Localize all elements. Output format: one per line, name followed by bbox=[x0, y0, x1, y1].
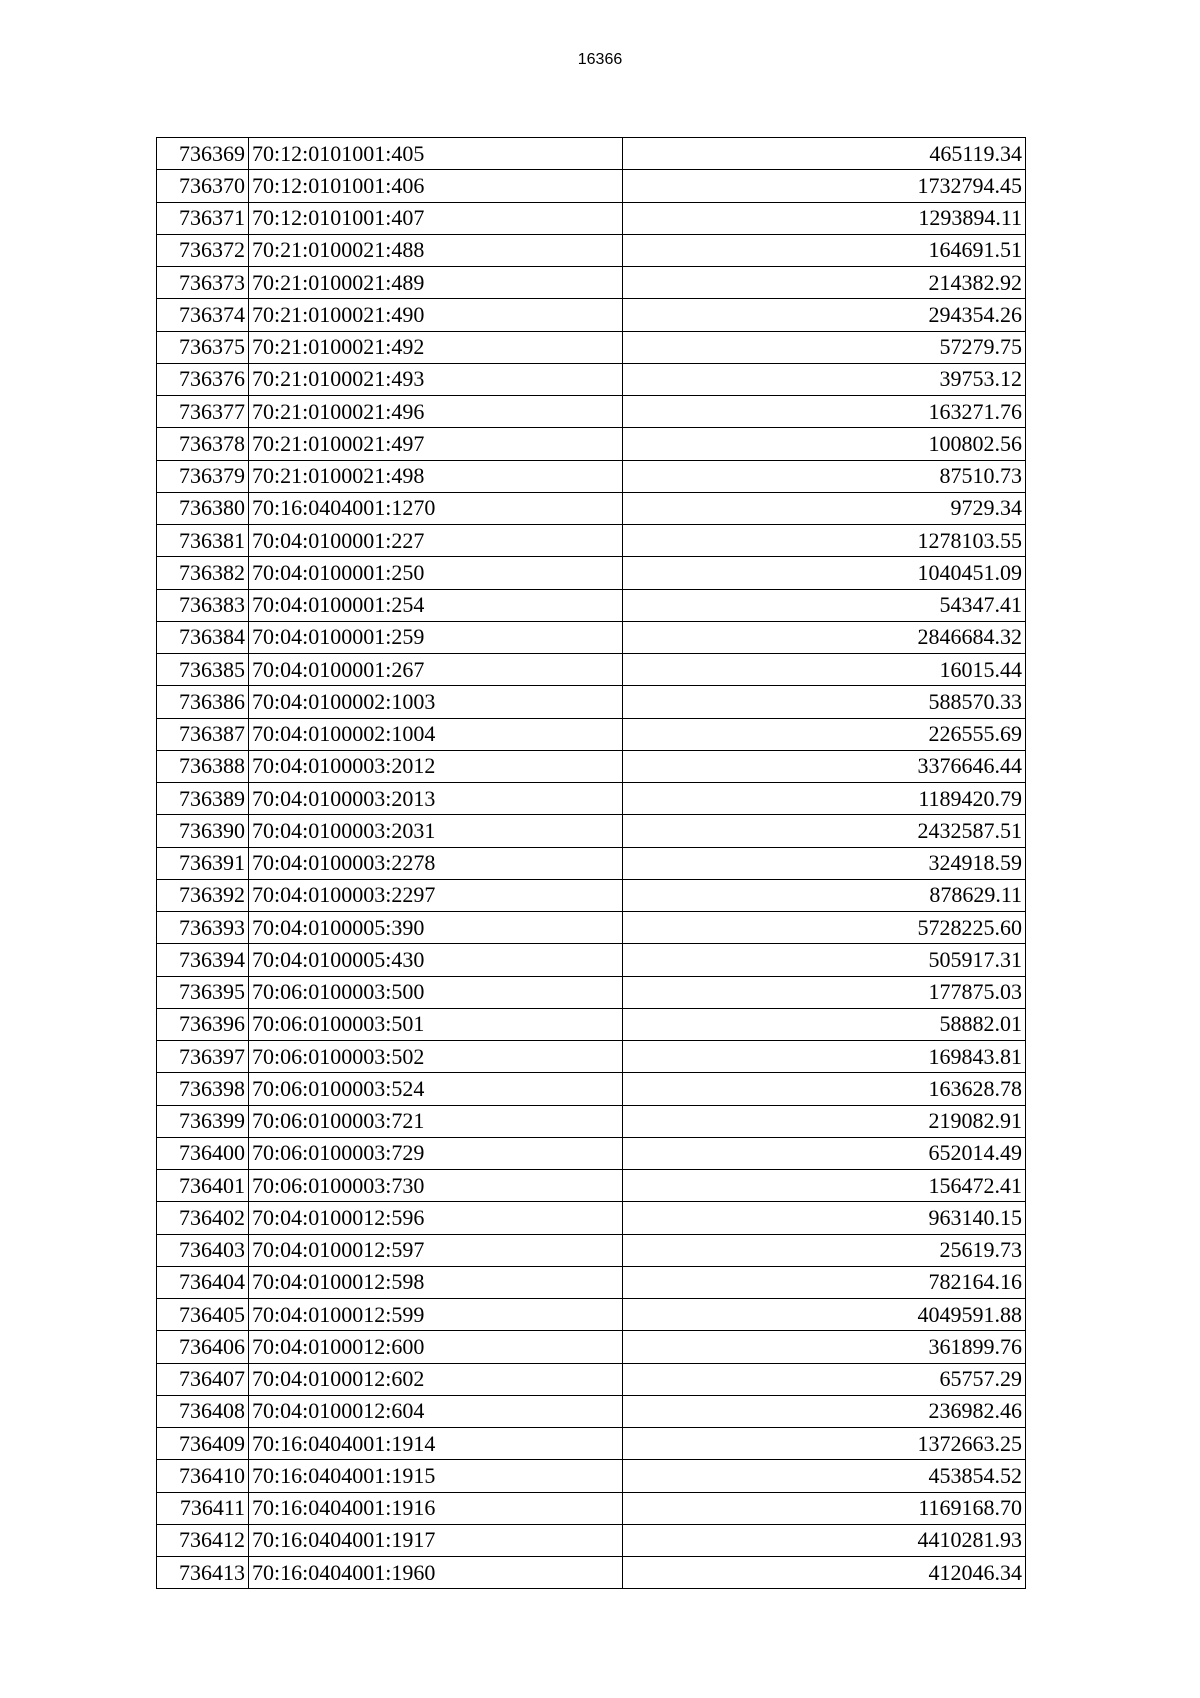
cadastral-number-cell: 70:16:0404001:1914 bbox=[249, 1428, 623, 1460]
row-number-cell: 736396 bbox=[157, 1008, 249, 1040]
row-number-cell: 736369 bbox=[157, 138, 249, 170]
table-row bbox=[157, 589, 1026, 621]
cadastral-number-cell: 70:12:0101001:405 bbox=[249, 138, 623, 170]
cadastral-number-cell: 70:21:0100021:496 bbox=[249, 396, 623, 428]
row-number-cell: 736389 bbox=[157, 783, 249, 815]
table-row bbox=[157, 1266, 1026, 1298]
table-row bbox=[157, 363, 1026, 395]
row-number-cell: 736400 bbox=[157, 1137, 249, 1169]
cadastral-number-cell: 70:21:0100021:492 bbox=[249, 331, 623, 363]
row-number-cell: 736398 bbox=[157, 1073, 249, 1105]
cadastral-value-cell: 878629.11 bbox=[623, 879, 1026, 911]
table-row bbox=[157, 234, 1026, 266]
cadastral-number-cell: 70:04:0100003:2012 bbox=[249, 750, 623, 782]
row-number-cell: 736385 bbox=[157, 654, 249, 686]
cadastral-value-cell: 25619.73 bbox=[623, 1234, 1026, 1266]
cadastral-number-cell: 70:04:0100012:604 bbox=[249, 1395, 623, 1427]
cadastral-number-cell: 70:16:0404001:1960 bbox=[249, 1557, 623, 1589]
cadastral-number-cell: 70:21:0100021:493 bbox=[249, 363, 623, 395]
cadastral-number-cell: 70:06:0100003:500 bbox=[249, 976, 623, 1008]
cadastral-number-cell: 70:06:0100003:524 bbox=[249, 1073, 623, 1105]
cadastral-value-cell: 226555.69 bbox=[623, 718, 1026, 750]
row-number-cell: 736404 bbox=[157, 1266, 249, 1298]
row-number-cell: 736413 bbox=[157, 1557, 249, 1589]
cadastral-value-cell: 2846684.32 bbox=[623, 621, 1026, 653]
cadastral-value-cell: 214382.92 bbox=[623, 267, 1026, 299]
table-row bbox=[157, 944, 1026, 976]
table-row bbox=[157, 686, 1026, 718]
row-number-cell: 736399 bbox=[157, 1105, 249, 1137]
table-row bbox=[157, 654, 1026, 686]
table-row bbox=[157, 1041, 1026, 1073]
row-number-cell: 736406 bbox=[157, 1331, 249, 1363]
table-row bbox=[157, 912, 1026, 944]
row-number-cell: 736383 bbox=[157, 589, 249, 621]
table-row bbox=[157, 331, 1026, 363]
cadastral-value-cell: 652014.49 bbox=[623, 1137, 1026, 1169]
cadastral-number-cell: 70:06:0100003:721 bbox=[249, 1105, 623, 1137]
cadastral-number-cell: 70:21:0100021:490 bbox=[249, 299, 623, 331]
cadastral-number-cell: 70:04:0100001:254 bbox=[249, 589, 623, 621]
cadastral-value-cell: 163628.78 bbox=[623, 1073, 1026, 1105]
cadastral-value-cell: 163271.76 bbox=[623, 396, 1026, 428]
row-number-cell: 736411 bbox=[157, 1492, 249, 1524]
cadastral-number-cell: 70:04:0100012:600 bbox=[249, 1331, 623, 1363]
table-row bbox=[157, 1363, 1026, 1395]
table-row bbox=[157, 879, 1026, 911]
row-number-cell: 736405 bbox=[157, 1299, 249, 1331]
row-number-cell: 736372 bbox=[157, 234, 249, 266]
cadastral-value-cell: 219082.91 bbox=[623, 1105, 1026, 1137]
cadastral-value-cell: 1372663.25 bbox=[623, 1428, 1026, 1460]
cadastral-number-cell: 70:16:0404001:1917 bbox=[249, 1524, 623, 1556]
table-row bbox=[157, 847, 1026, 879]
cadastral-value-cell: 4049591.88 bbox=[623, 1299, 1026, 1331]
cadastral-number-cell: 70:04:0100002:1004 bbox=[249, 718, 623, 750]
row-number-cell: 736374 bbox=[157, 299, 249, 331]
cadastral-value-cell: 16015.44 bbox=[623, 654, 1026, 686]
cadastral-number-cell: 70:06:0100003:501 bbox=[249, 1008, 623, 1040]
row-number-cell: 736393 bbox=[157, 912, 249, 944]
cadastral-value-cell: 782164.16 bbox=[623, 1266, 1026, 1298]
cadastral-number-cell: 70:16:0404001:1916 bbox=[249, 1492, 623, 1524]
cadastral-value-cell: 54347.41 bbox=[623, 589, 1026, 621]
table-row bbox=[157, 525, 1026, 557]
cadastral-number-cell: 70:04:0100003:2297 bbox=[249, 879, 623, 911]
table-row bbox=[157, 1202, 1026, 1234]
cadastral-number-cell: 70:04:0100012:598 bbox=[249, 1266, 623, 1298]
cadastral-value-cell: 164691.51 bbox=[623, 234, 1026, 266]
cadastral-number-cell: 70:04:0100005:390 bbox=[249, 912, 623, 944]
cadastral-number-cell: 70:04:0100012:602 bbox=[249, 1363, 623, 1395]
row-number-cell: 736410 bbox=[157, 1460, 249, 1492]
row-number-cell: 736371 bbox=[157, 202, 249, 234]
cadastral-number-cell: 70:16:0404001:1915 bbox=[249, 1460, 623, 1492]
cadastral-value-cell: 3376646.44 bbox=[623, 750, 1026, 782]
row-number-cell: 736397 bbox=[157, 1041, 249, 1073]
table-row bbox=[157, 1008, 1026, 1040]
cadastral-value-cell: 58882.01 bbox=[623, 1008, 1026, 1040]
cadastral-number-cell: 70:04:0100003:2013 bbox=[249, 783, 623, 815]
cadastral-value-cell: 2432587.51 bbox=[623, 815, 1026, 847]
row-number-cell: 736384 bbox=[157, 621, 249, 653]
cadastral-value-cell: 1189420.79 bbox=[623, 783, 1026, 815]
cadastral-value-cell: 100802.56 bbox=[623, 428, 1026, 460]
cadastral-number-cell: 70:04:0100012:596 bbox=[249, 1202, 623, 1234]
table-row bbox=[157, 267, 1026, 299]
row-number-cell: 736382 bbox=[157, 557, 249, 589]
row-number-cell: 736412 bbox=[157, 1524, 249, 1556]
cadastral-number-cell: 70:21:0100021:497 bbox=[249, 428, 623, 460]
table-row bbox=[157, 1299, 1026, 1331]
row-number-cell: 736392 bbox=[157, 879, 249, 911]
cadastral-value-cell: 412046.34 bbox=[623, 1557, 1026, 1589]
table-row bbox=[157, 1395, 1026, 1427]
cadastral-value-cell: 1293894.11 bbox=[623, 202, 1026, 234]
row-number-cell: 736370 bbox=[157, 170, 249, 202]
table-row bbox=[157, 1557, 1026, 1589]
cadastral-value-cell: 361899.76 bbox=[623, 1331, 1026, 1363]
cadastral-value-cell: 4410281.93 bbox=[623, 1524, 1026, 1556]
cadastral-value-cell: 465119.34 bbox=[623, 138, 1026, 170]
row-number-cell: 736407 bbox=[157, 1363, 249, 1395]
cadastral-number-cell: 70:04:0100001:259 bbox=[249, 621, 623, 653]
table-row bbox=[157, 428, 1026, 460]
cadastral-value-cell: 1169168.70 bbox=[623, 1492, 1026, 1524]
row-number-cell: 736395 bbox=[157, 976, 249, 1008]
table-row bbox=[157, 750, 1026, 782]
row-number-cell: 736390 bbox=[157, 815, 249, 847]
cadastral-value-cell: 236982.46 bbox=[623, 1395, 1026, 1427]
cadastral-value-cell: 1040451.09 bbox=[623, 557, 1026, 589]
table-row bbox=[157, 1073, 1026, 1105]
cadastral-value-cell: 57279.75 bbox=[623, 331, 1026, 363]
table-row bbox=[157, 299, 1026, 331]
cadastral-value-cell: 588570.33 bbox=[623, 686, 1026, 718]
table-body bbox=[157, 138, 1026, 1589]
table-row bbox=[157, 1234, 1026, 1266]
table-row bbox=[157, 557, 1026, 589]
table-row bbox=[157, 396, 1026, 428]
page-number: 16366 bbox=[577, 51, 623, 68]
table-row bbox=[157, 621, 1026, 653]
cadastral-value-cell: 963140.15 bbox=[623, 1202, 1026, 1234]
cadastral-number-cell: 70:04:0100012:599 bbox=[249, 1299, 623, 1331]
cadastral-number-cell: 70:12:0101001:407 bbox=[249, 202, 623, 234]
table-row bbox=[157, 492, 1026, 524]
table-row bbox=[157, 1105, 1026, 1137]
cadastral-number-cell: 70:21:0100021:488 bbox=[249, 234, 623, 266]
cadastral-value-cell: 39753.12 bbox=[623, 363, 1026, 395]
table-row bbox=[157, 815, 1026, 847]
row-number-cell: 736388 bbox=[157, 750, 249, 782]
table-row bbox=[157, 1460, 1026, 1492]
cadastral-value-cell: 65757.29 bbox=[623, 1363, 1026, 1395]
table-row bbox=[157, 460, 1026, 492]
cadastral-value-cell: 5728225.60 bbox=[623, 912, 1026, 944]
cadastral-value-cell: 169843.81 bbox=[623, 1041, 1026, 1073]
row-number-cell: 736394 bbox=[157, 944, 249, 976]
table-row bbox=[157, 1492, 1026, 1524]
cadastral-value-cell: 87510.73 bbox=[623, 460, 1026, 492]
table-row bbox=[157, 1170, 1026, 1202]
table-row bbox=[157, 1428, 1026, 1460]
table-row bbox=[157, 783, 1026, 815]
cadastral-number-cell: 70:06:0100003:730 bbox=[249, 1170, 623, 1202]
cadastral-number-cell: 70:06:0100003:729 bbox=[249, 1137, 623, 1169]
cadastral-value-cell: 505917.31 bbox=[623, 944, 1026, 976]
row-number-cell: 736409 bbox=[157, 1428, 249, 1460]
row-number-cell: 736375 bbox=[157, 331, 249, 363]
row-number-cell: 736381 bbox=[157, 525, 249, 557]
cadastral-number-cell: 70:04:0100001:250 bbox=[249, 557, 623, 589]
cadastral-number-cell: 70:04:0100003:2278 bbox=[249, 847, 623, 879]
cadastral-number-cell: 70:04:0100012:597 bbox=[249, 1234, 623, 1266]
table-row bbox=[157, 976, 1026, 1008]
row-number-cell: 736403 bbox=[157, 1234, 249, 1266]
cadastral-value-cell: 294354.26 bbox=[623, 299, 1026, 331]
cadastral-number-cell: 70:04:0100001:267 bbox=[249, 654, 623, 686]
row-number-cell: 736402 bbox=[157, 1202, 249, 1234]
cadastral-number-cell: 70:12:0101001:406 bbox=[249, 170, 623, 202]
cadastral-number-cell: 70:04:0100005:430 bbox=[249, 944, 623, 976]
cadastral-value-cell: 1732794.45 bbox=[623, 170, 1026, 202]
cadastral-number-cell: 70:16:0404001:1270 bbox=[249, 492, 623, 524]
cadastral-value-cell: 1278103.55 bbox=[623, 525, 1026, 557]
row-number-cell: 736377 bbox=[157, 396, 249, 428]
row-number-cell: 736401 bbox=[157, 1170, 249, 1202]
table-row bbox=[157, 1331, 1026, 1363]
cadastral-value-cell: 177875.03 bbox=[623, 976, 1026, 1008]
cadastral-number-cell: 70:04:0100001:227 bbox=[249, 525, 623, 557]
table-row bbox=[157, 138, 1026, 170]
row-number-cell: 736380 bbox=[157, 492, 249, 524]
table-row bbox=[157, 1137, 1026, 1169]
cadastral-value-cell: 453854.52 bbox=[623, 1460, 1026, 1492]
row-number-cell: 736378 bbox=[157, 428, 249, 460]
table-row bbox=[157, 718, 1026, 750]
cadastral-number-cell: 70:04:0100003:2031 bbox=[249, 815, 623, 847]
table-row bbox=[157, 170, 1026, 202]
row-number-cell: 736376 bbox=[157, 363, 249, 395]
cadastral-number-cell: 70:21:0100021:489 bbox=[249, 267, 623, 299]
cadastral-number-cell: 70:06:0100003:502 bbox=[249, 1041, 623, 1073]
cadastral-number-cell: 70:04:0100002:1003 bbox=[249, 686, 623, 718]
row-number-cell: 736386 bbox=[157, 686, 249, 718]
cadastral-value-cell: 324918.59 bbox=[623, 847, 1026, 879]
cadastral-number-cell: 70:21:0100021:498 bbox=[249, 460, 623, 492]
table-row bbox=[157, 1524, 1026, 1556]
row-number-cell: 736387 bbox=[157, 718, 249, 750]
cadastral-value-cell: 9729.34 bbox=[623, 492, 1026, 524]
row-number-cell: 736373 bbox=[157, 267, 249, 299]
cadastral-value-table bbox=[156, 137, 1026, 1589]
table-row bbox=[157, 202, 1026, 234]
row-number-cell: 736408 bbox=[157, 1395, 249, 1427]
row-number-cell: 736379 bbox=[157, 460, 249, 492]
cadastral-value-cell: 156472.41 bbox=[623, 1170, 1026, 1202]
row-number-cell: 736391 bbox=[157, 847, 249, 879]
